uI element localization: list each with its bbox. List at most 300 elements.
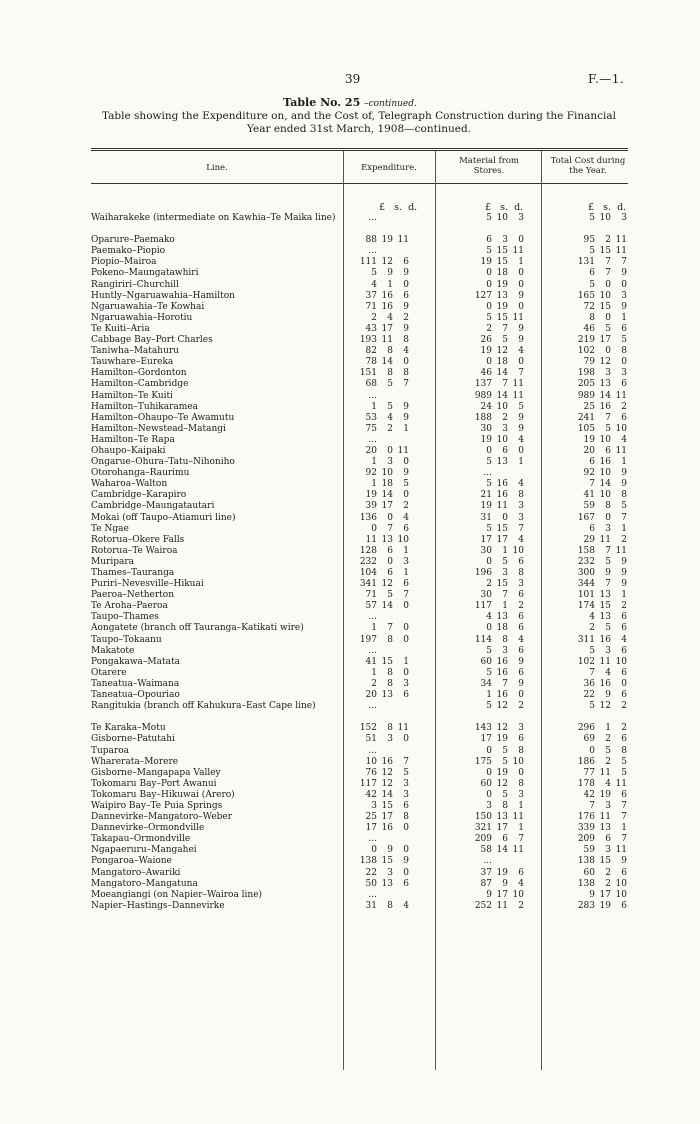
mat-pence: 6 (518, 734, 524, 745)
line-name: Waiharakeke (intermediate on Kawhia–Te Maika line) (91, 213, 336, 223)
exp-pounds: 117 (359, 778, 377, 789)
exp-pence: 6 (403, 800, 409, 811)
exp-pence: 6 (403, 579, 409, 590)
tot-pounds: 22 (583, 690, 595, 701)
exp-shillings: 11 (381, 335, 393, 346)
mat-pence: 1 (518, 257, 524, 268)
exp-shillings: 8 (387, 667, 393, 678)
tot-pounds: 283 (577, 900, 595, 911)
line-name: Otorohanga–Raurimu (91, 468, 190, 479)
mat-pence: 11 (512, 379, 524, 390)
mat-pence: 6 (518, 612, 524, 623)
exp-pounds: 20 (365, 445, 377, 456)
mat-pence: 9 (518, 290, 524, 301)
exp-pounds: 10 (365, 756, 377, 767)
exp-shillings: 13 (381, 534, 393, 545)
mat-pounds: 127 (474, 290, 492, 301)
mat-shillings: 11 (496, 501, 508, 512)
line-name: Tokomaru Bay–Port Awanui (91, 778, 217, 789)
mat-pounds: 252 (474, 900, 492, 911)
exp-pounds: ... (368, 434, 377, 445)
mat-pence: 3 (518, 512, 524, 523)
tot-pounds: 9 (589, 889, 595, 900)
tot-pounds: 36 (583, 678, 595, 689)
table-row (91, 679, 628, 690)
tot-shillings: 8 (605, 501, 611, 512)
exp-shillings: 16 (381, 301, 393, 312)
mat-pounds: 0 (486, 767, 492, 778)
mat-pounds: 0 (486, 445, 492, 456)
table-row (91, 546, 628, 557)
mat-pounds: 117 (474, 601, 492, 612)
exp-pounds: 1 (371, 457, 377, 468)
table-row (91, 590, 628, 601)
tot-pence: 9 (621, 556, 627, 567)
exp-pence: 1 (403, 423, 409, 434)
tot-pence: 9 (621, 579, 627, 590)
mat-pounds: 5 (486, 645, 492, 656)
exp-pounds: 41 (365, 656, 377, 667)
mat-pounds: 31 (480, 512, 492, 523)
exp-pence: 9 (403, 468, 409, 479)
exp-shillings: 5 (387, 379, 393, 390)
line-name: Tuparoa (91, 745, 130, 756)
tot-pence: 11 (615, 390, 627, 401)
mat-pounds: 2 (486, 579, 492, 590)
exp-shillings: 12 (381, 579, 393, 590)
mat-pence: 9 (518, 656, 524, 667)
line-name: Gisborne–Patutahi (91, 734, 175, 745)
page-number: 39 (345, 72, 361, 86)
mat-shillings: 19 (496, 734, 508, 745)
table-row (91, 291, 628, 302)
exp-pence: 11 (397, 445, 409, 456)
tot-shillings: 2 (605, 235, 611, 246)
exp-shillings: 8 (387, 346, 393, 357)
mat-pence: 5 (518, 401, 524, 412)
tot-pence: 6 (621, 667, 627, 678)
tot-pence: 3 (621, 290, 627, 301)
exp-pounds: ... (368, 612, 377, 623)
mat-pounds: ... (483, 856, 492, 867)
exp-pounds: 5 (371, 268, 377, 279)
table-row (91, 479, 628, 490)
mat-shillings: 3 (502, 235, 508, 246)
tot-pounds: 344 (577, 579, 595, 590)
exp-pence: 0 (403, 457, 409, 468)
mat-shillings: 15 (496, 523, 508, 534)
line-name: Hamilton–Cambridge (91, 379, 189, 390)
exp-pounds: 75 (365, 423, 377, 434)
mat-pence: 0 (518, 279, 524, 290)
mat-pounds: 137 (474, 379, 492, 390)
mat-shillings: 16 (496, 656, 508, 667)
tot-shillings: 15 (599, 246, 611, 257)
mat-pounds: 209 (474, 834, 492, 845)
tot-shillings: 7 (605, 268, 611, 279)
header-total: Total Cost during the Year. (550, 156, 626, 176)
mat-pounds: 30 (480, 423, 492, 434)
mat-shillings: 5 (502, 745, 508, 756)
mat-pence: 3 (518, 579, 524, 590)
tot-shillings: 13 (599, 823, 611, 834)
line-name: Pongakawa–Matata (91, 656, 180, 667)
tot-shillings: 12 (599, 701, 611, 712)
tot-pence: 1 (621, 823, 627, 834)
exp-pounds: 53 (365, 412, 377, 423)
exp-pence: 3 (403, 678, 409, 689)
mat-pounds: 143 (474, 723, 492, 734)
line-name: Paemako–Piopio (91, 246, 166, 257)
mat-pounds: 26 (480, 335, 492, 346)
tot-shillings: 7 (605, 579, 611, 590)
tot-pence: 4 (621, 434, 627, 445)
line-name: Rotorua–Te Wairoa (91, 545, 178, 556)
mat-shillings: 10 (496, 213, 508, 223)
mat-pounds: 60 (480, 656, 492, 667)
tot-pence: 1 (621, 523, 627, 534)
line-name: Hamilton–Te Rapa (91, 434, 175, 445)
line-name: Mangatoro–Awariki (91, 867, 181, 878)
exp-pence: 9 (403, 401, 409, 412)
mat-shillings: 17 (496, 534, 508, 545)
line-name: Cambridge–Karapiro (91, 490, 187, 501)
exp-pence: 2 (403, 312, 409, 323)
table-row (91, 768, 628, 779)
exp-pence: 0 (403, 279, 409, 290)
table-row (91, 446, 628, 457)
exp-pounds: 82 (365, 346, 377, 357)
tot-pence: 6 (621, 690, 627, 701)
tot-pence: 6 (621, 789, 627, 800)
tot-shillings: 19 (599, 900, 611, 911)
tot-pounds: 20 (583, 445, 595, 456)
mat-shillings: 15 (496, 579, 508, 590)
tot-pounds: 72 (583, 301, 595, 312)
mat-pence: 0 (518, 767, 524, 778)
line-name: Hamilton–Gordonton (91, 368, 187, 379)
exp-shillings: 9 (387, 845, 393, 856)
mat-pence: 1 (518, 457, 524, 468)
tot-shillings: 16 (599, 401, 611, 412)
exp-shillings: 8 (387, 678, 393, 689)
tot-pounds: 232 (577, 556, 595, 567)
line-name: Hamilton–Ohaupo–Te Awamutu (91, 412, 235, 423)
mat-shillings: 12 (496, 701, 508, 712)
mat-shillings: 8 (502, 634, 508, 645)
mat-shillings: 18 (496, 268, 508, 279)
tot-pence: 7 (621, 257, 627, 268)
exp-shillings: 14 (381, 789, 393, 800)
mat-pounds: 0 (486, 789, 492, 800)
mat-pounds: 19 (480, 257, 492, 268)
line-name: Paeroa–Netherton (91, 590, 175, 601)
exp-pence: 1 (403, 568, 409, 578)
tot-pence: 7 (621, 800, 627, 811)
exp-pounds: 3 (371, 800, 377, 811)
table-title-main: Table No. 25 (283, 96, 361, 109)
exp-pounds: 19 (365, 490, 377, 501)
mat-shillings: 3 (502, 423, 508, 434)
tot-pounds: 5 (589, 246, 595, 257)
exp-pence: 0 (403, 634, 409, 645)
exp-pence: 11 (397, 235, 409, 246)
mat-pence: 3 (518, 789, 524, 800)
mat-shillings: 6 (502, 445, 508, 456)
exp-pounds: 193 (359, 335, 377, 346)
tot-shillings: 16 (599, 634, 611, 645)
tot-shillings: 13 (599, 590, 611, 601)
mat-shillings: 16 (496, 479, 508, 490)
tot-pounds: 311 (577, 634, 595, 645)
tot-pence: 1 (621, 457, 627, 468)
line-name: Piopio–Mairoa (91, 257, 157, 268)
exp-pence: 6 (403, 523, 409, 534)
tot-pence: 6 (621, 867, 627, 878)
exp-shillings: 16 (381, 823, 393, 834)
mat-pounds: 5 (486, 312, 492, 323)
mat-pence: 4 (518, 634, 524, 645)
tot-shillings: 6 (605, 445, 611, 456)
mat-pence: 10 (512, 889, 524, 900)
line-name: Cabbage Bay–Port Charles (91, 335, 213, 346)
exp-shillings: 14 (381, 601, 393, 612)
tot-pounds: 59 (583, 845, 595, 856)
exp-shillings: 5 (387, 401, 393, 412)
mat-shillings: 16 (496, 490, 508, 501)
tot-pounds: 92 (583, 468, 595, 479)
exp-pence: 8 (403, 812, 409, 823)
line-name: Taneatua–Opouriao (91, 690, 180, 701)
mat-shillings: 8 (502, 800, 508, 811)
tot-pence: 6 (621, 645, 627, 656)
tot-pence: 0 (621, 357, 627, 368)
mat-pence: 9 (518, 323, 524, 334)
tot-pounds: 41 (583, 490, 595, 501)
table-row (91, 280, 628, 291)
mat-pence: 6 (518, 867, 524, 878)
mat-pence: 4 (518, 479, 524, 490)
exp-pence: 3 (403, 556, 409, 567)
mat-shillings: 10 (496, 434, 508, 445)
exp-pounds: 43 (365, 323, 377, 334)
line-name: Napier–Hastings–Dannevirke (91, 900, 225, 911)
tot-pence: 11 (615, 545, 627, 556)
tot-pence: 9 (621, 301, 627, 312)
tot-pounds: 25 (583, 401, 595, 412)
tot-shillings: 14 (599, 479, 611, 490)
tot-shillings: 10 (599, 434, 611, 445)
mat-shillings: 16 (496, 667, 508, 678)
mat-pence: 8 (518, 778, 524, 789)
exp-pounds: ... (368, 213, 377, 223)
line-name: Wharerata–Morere (91, 756, 179, 767)
exp-pounds: ... (368, 889, 377, 900)
table-row (91, 235, 628, 246)
table-row (91, 690, 628, 701)
mat-shillings: 17 (496, 823, 508, 834)
mat-pounds: 321 (474, 823, 492, 834)
tot-shillings: 10 (599, 290, 611, 301)
exp-pence: 7 (403, 756, 409, 767)
mat-shillings: 14 (496, 390, 508, 401)
tot-pounds: 102 (577, 656, 595, 667)
table-row (91, 346, 628, 357)
table-row (91, 623, 628, 634)
exp-pounds: 88 (365, 235, 377, 246)
mat-pence: 0 (518, 445, 524, 456)
table-row (91, 435, 628, 446)
tot-pounds: 7 (589, 479, 595, 490)
mat-pence: 6 (518, 645, 524, 656)
tot-pounds: 241 (577, 412, 595, 423)
mat-pounds: 60 (480, 778, 492, 789)
mat-shillings: 19 (496, 867, 508, 878)
line-name: Pongaroa–Waione (91, 856, 172, 867)
mat-pounds: 87 (480, 878, 492, 889)
tot-pounds: 165 (577, 290, 595, 301)
table-row (91, 601, 628, 612)
tot-pounds: 209 (577, 834, 595, 845)
table-row (91, 402, 628, 413)
exp-pounds: ... (368, 834, 377, 845)
line-name: Aongatete (branch off Tauranga–Katikati wire) (91, 623, 304, 634)
line-name: Thames–Tauranga (91, 568, 175, 578)
tot-pounds: 79 (583, 357, 595, 368)
tot-pence: 2 (621, 534, 627, 545)
table-row (91, 657, 628, 668)
tot-pounds: 138 (577, 878, 595, 889)
exp-shillings: 15 (381, 856, 393, 867)
mat-shillings: 12 (496, 778, 508, 789)
mat-pounds: 17 (480, 534, 492, 545)
exp-shillings: 0 (387, 445, 393, 456)
table-row (91, 501, 628, 512)
exp-pounds: 341 (359, 579, 377, 590)
line-name: Ngaruawahia–Horotiu (91, 312, 193, 323)
table-row (91, 490, 628, 501)
mat-shillings: 5 (502, 335, 508, 346)
exp-pence: 6 (403, 257, 409, 268)
exp-pounds: 50 (365, 878, 377, 889)
table-row (91, 635, 628, 646)
tot-pence: 11 (615, 445, 627, 456)
line-name: Waharoa–Walton (91, 479, 168, 490)
tot-pounds: 5 (589, 645, 595, 656)
mat-shillings: 18 (496, 357, 508, 368)
line-name: Mangatoro–Mangatuna (91, 878, 198, 889)
exp-pounds: 197 (359, 634, 377, 645)
mat-pounds: 3 (486, 800, 492, 811)
exp-shillings: 4 (387, 312, 393, 323)
tot-pounds: 4 (589, 612, 595, 623)
tot-pence: 5 (621, 756, 627, 767)
exp-pounds: 71 (365, 301, 377, 312)
table-row (91, 845, 628, 856)
exp-pounds: 92 (365, 468, 377, 479)
table-row (91, 535, 628, 546)
mat-shillings: 19 (496, 767, 508, 778)
tot-shillings: 9 (605, 568, 611, 578)
exp-shillings: 12 (381, 778, 393, 789)
line-name: Makatote (91, 645, 135, 656)
mat-shillings: 13 (496, 612, 508, 623)
exp-shillings: 13 (381, 690, 393, 701)
table-row (91, 568, 628, 579)
tot-pence: 6 (621, 323, 627, 334)
tot-shillings: 15 (599, 856, 611, 867)
exp-pence: 9 (403, 323, 409, 334)
mat-shillings: 12 (496, 723, 508, 734)
tot-pence: 11 (615, 778, 627, 789)
mat-shillings: 15 (496, 257, 508, 268)
mat-pence: 6 (518, 623, 524, 634)
table-row (91, 368, 628, 379)
tot-pence: 5 (621, 501, 627, 512)
tot-shillings: 5 (605, 745, 611, 756)
line-name: Moeangiangi (on Napier–Wairoa line) (91, 889, 263, 900)
tot-shillings: 0 (605, 346, 611, 357)
exp-pounds: 11 (365, 534, 377, 545)
table-row (91, 901, 628, 912)
mat-pence: 1 (518, 800, 524, 811)
exp-shillings: 12 (381, 257, 393, 268)
mat-shillings: 17 (496, 889, 508, 900)
exp-shillings: 14 (381, 357, 393, 368)
exp-pounds: 37 (365, 290, 377, 301)
tot-pence: 11 (615, 235, 627, 246)
tot-pounds: 186 (577, 756, 595, 767)
exp-pounds: 25 (365, 812, 377, 823)
exp-shillings: 8 (387, 368, 393, 379)
mat-pence: 0 (518, 690, 524, 701)
tot-pounds: 7 (589, 667, 595, 678)
exp-pounds: 76 (365, 767, 377, 778)
table-top-rule-double (91, 150, 628, 151)
mat-shillings: 3 (502, 645, 508, 656)
mat-pence: 11 (512, 845, 524, 856)
exp-pounds: 2 (371, 678, 377, 689)
mat-shillings: 7 (502, 379, 508, 390)
mat-pence: 2 (518, 701, 524, 712)
exp-shillings: 6 (387, 568, 393, 578)
table-row (91, 701, 628, 723)
exp-pounds: 42 (365, 789, 377, 800)
mat-shillings: 6 (502, 834, 508, 845)
table-row (91, 834, 628, 845)
table-row (91, 246, 628, 257)
line-name: Ngaruawahia–Te Kowhai (91, 301, 205, 312)
tot-pence: 3 (621, 368, 627, 379)
mat-pence: 11 (512, 812, 524, 823)
tot-pounds: 296 (577, 723, 595, 734)
exp-shillings: 18 (381, 479, 393, 490)
table-row (91, 734, 628, 745)
table-row (91, 812, 628, 823)
tot-shillings: 13 (599, 612, 611, 623)
exp-shillings: 3 (387, 867, 393, 878)
mat-pence: 1 (518, 823, 524, 834)
line-name: Taneatua–Waimana (91, 678, 180, 689)
tot-pence: 0 (621, 678, 627, 689)
exp-pence: 4 (403, 900, 409, 911)
mat-pounds: 5 (486, 213, 492, 223)
mat-shillings: 15 (496, 312, 508, 323)
exp-pounds: 20 (365, 690, 377, 701)
tot-pounds: 77 (583, 767, 595, 778)
exp-pounds: 51 (365, 734, 377, 745)
tot-shillings: 16 (599, 457, 611, 468)
